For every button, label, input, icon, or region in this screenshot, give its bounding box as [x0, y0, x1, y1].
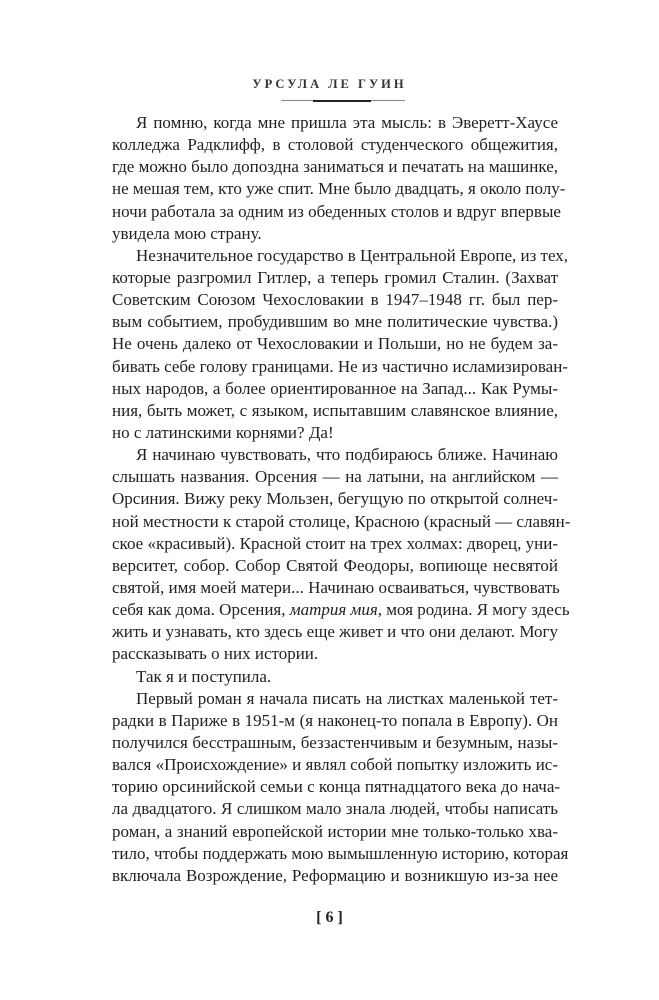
text-span: святой, имя моей матери... Начинаю осваиваться, чувствовать: [112, 577, 560, 597]
text-line: [112, 577, 558, 599]
text-span: себя как дома. Орсения,: [112, 600, 290, 620]
text-span: Орсиния. Вижу реку Мользен, бегущую по открытой солнеч-: [112, 489, 558, 509]
text-span: торию орсинийской семьи с конца пятнадцатого века до нача-: [112, 777, 561, 797]
text-line: [112, 599, 570, 621]
text-span: вался «Происхождение» и являл собой попытку изложить ис-: [112, 755, 558, 775]
text-span: увидела мою страну.: [112, 223, 262, 243]
text-span: , моя родина. Я могу здесь: [377, 600, 570, 620]
text-line: [112, 201, 561, 223]
text-line: [112, 643, 558, 665]
page-number: [ 6 ]: [316, 909, 343, 926]
text-line: [112, 311, 558, 333]
text-line: [112, 776, 561, 798]
text-span: жить и узнавать, кто здесь еще живет и что они делают. Могу: [112, 622, 558, 642]
text-span: колледжа Радклифф, в столовой студенческого общежития,: [112, 135, 558, 155]
text-line: [112, 245, 569, 267]
text-line: [112, 488, 558, 510]
text-line: [112, 821, 558, 843]
text-span: получился бесстрашным, беззастенчивым и безумным, назы-: [112, 732, 558, 752]
text-line: [112, 865, 558, 887]
text-span: ных народов, а более ориентированное на Запад... Как Румы-: [112, 378, 558, 398]
text-span: ское «красивый). Красной стоит на трех холмах: дворец, уни-: [112, 533, 558, 553]
text-span: включала Возрождение, Реформацию и возникшую из-за нее: [112, 865, 558, 885]
text-span: тило, чтобы поддержать мою вымышленную историю, которая: [112, 843, 569, 863]
text-span: роман, а знаний европейской истории мне только-только хва-: [112, 821, 558, 841]
text-line: [112, 555, 558, 577]
text-span: Я помню, когда мне пришла эта мысль: в Эверетт-Хаусе: [136, 113, 558, 132]
text-span: Советским Союзом Чехословакии в 1947–1948 гг. был пер-: [112, 290, 558, 310]
text-line: [112, 621, 558, 643]
text-span: где можно было допоздна заниматься и печатать на машинке,: [112, 157, 558, 177]
header-rule: [281, 100, 405, 101]
body-text: [112, 112, 571, 887]
text-line: [112, 400, 558, 422]
text-line: [112, 533, 558, 555]
text-line: [112, 466, 558, 488]
text-line: [112, 112, 558, 134]
text-line: [112, 156, 558, 178]
text-line: [112, 223, 558, 245]
text-span: Незначительное государство в Центральной Европе, из тех,: [136, 245, 569, 265]
text-span: слышать названия. Орсения — на латыни, на английском —: [112, 467, 558, 487]
running-head: УРСУЛА ЛЕ ГУИН: [252, 77, 407, 91]
text-span: вым событием, пробудившим во мне политические чувства.): [112, 312, 558, 332]
text-line: [112, 754, 558, 776]
text-span: бивать себе голову границами. Не из частично исламизирован-: [112, 356, 568, 376]
text-line: [112, 333, 558, 355]
text-line: [112, 134, 558, 156]
text-span: радки в Париже в 1951-м (я наконец-то попала в Европу). Он: [112, 710, 558, 730]
text-span: которые разгромил Гитлер, а теперь громил Сталин. (Захват: [112, 267, 558, 287]
text-line: [112, 178, 566, 200]
text-span: не мешая тем, кто уже спит. Мне было двадцать, я около полу-: [112, 179, 566, 199]
text-span: но с латинскими корнями? Да!: [112, 422, 334, 442]
text-line: [112, 378, 558, 400]
text-span: верситет, собор. Собор Святой Феодоры, вопиюще несвятой: [112, 555, 558, 575]
text-span: ния, быть может, с языком, испытавшим славянское влияние,: [112, 400, 558, 420]
text-line: [112, 666, 558, 688]
text-line: [112, 688, 558, 710]
text-line: [112, 356, 568, 378]
text-span: Первый роман я начала писать на листках маленькой тет-: [136, 688, 558, 708]
text-span: ночи работала за одним из обеденных столов и вдруг впервые: [112, 201, 561, 221]
text-line: [112, 267, 558, 289]
text-span: Так я и поступила.: [136, 666, 272, 686]
text-span: Не очень далеко от Чехословакии и Польши, но не будем за-: [112, 334, 558, 354]
text-line: [112, 511, 571, 533]
text-span: рассказывать о них истории.: [112, 644, 319, 664]
italic-text: матрия мия: [289, 600, 378, 620]
text-line: [112, 444, 558, 466]
text-line: [112, 732, 558, 754]
text-line: [112, 798, 558, 820]
text-span: ла двадцатого. Я слишком мало знала людей, чтобы написать: [112, 799, 558, 819]
text-line: [112, 710, 558, 732]
text-line: [112, 422, 558, 444]
text-line: [112, 289, 558, 311]
text-span: ной местности к старой столице, Красною (красный — славян-: [112, 511, 571, 531]
text-line: [112, 843, 569, 865]
text-span: Я начинаю чувствовать, что подбираюсь ближе. Начинаю: [136, 445, 558, 465]
